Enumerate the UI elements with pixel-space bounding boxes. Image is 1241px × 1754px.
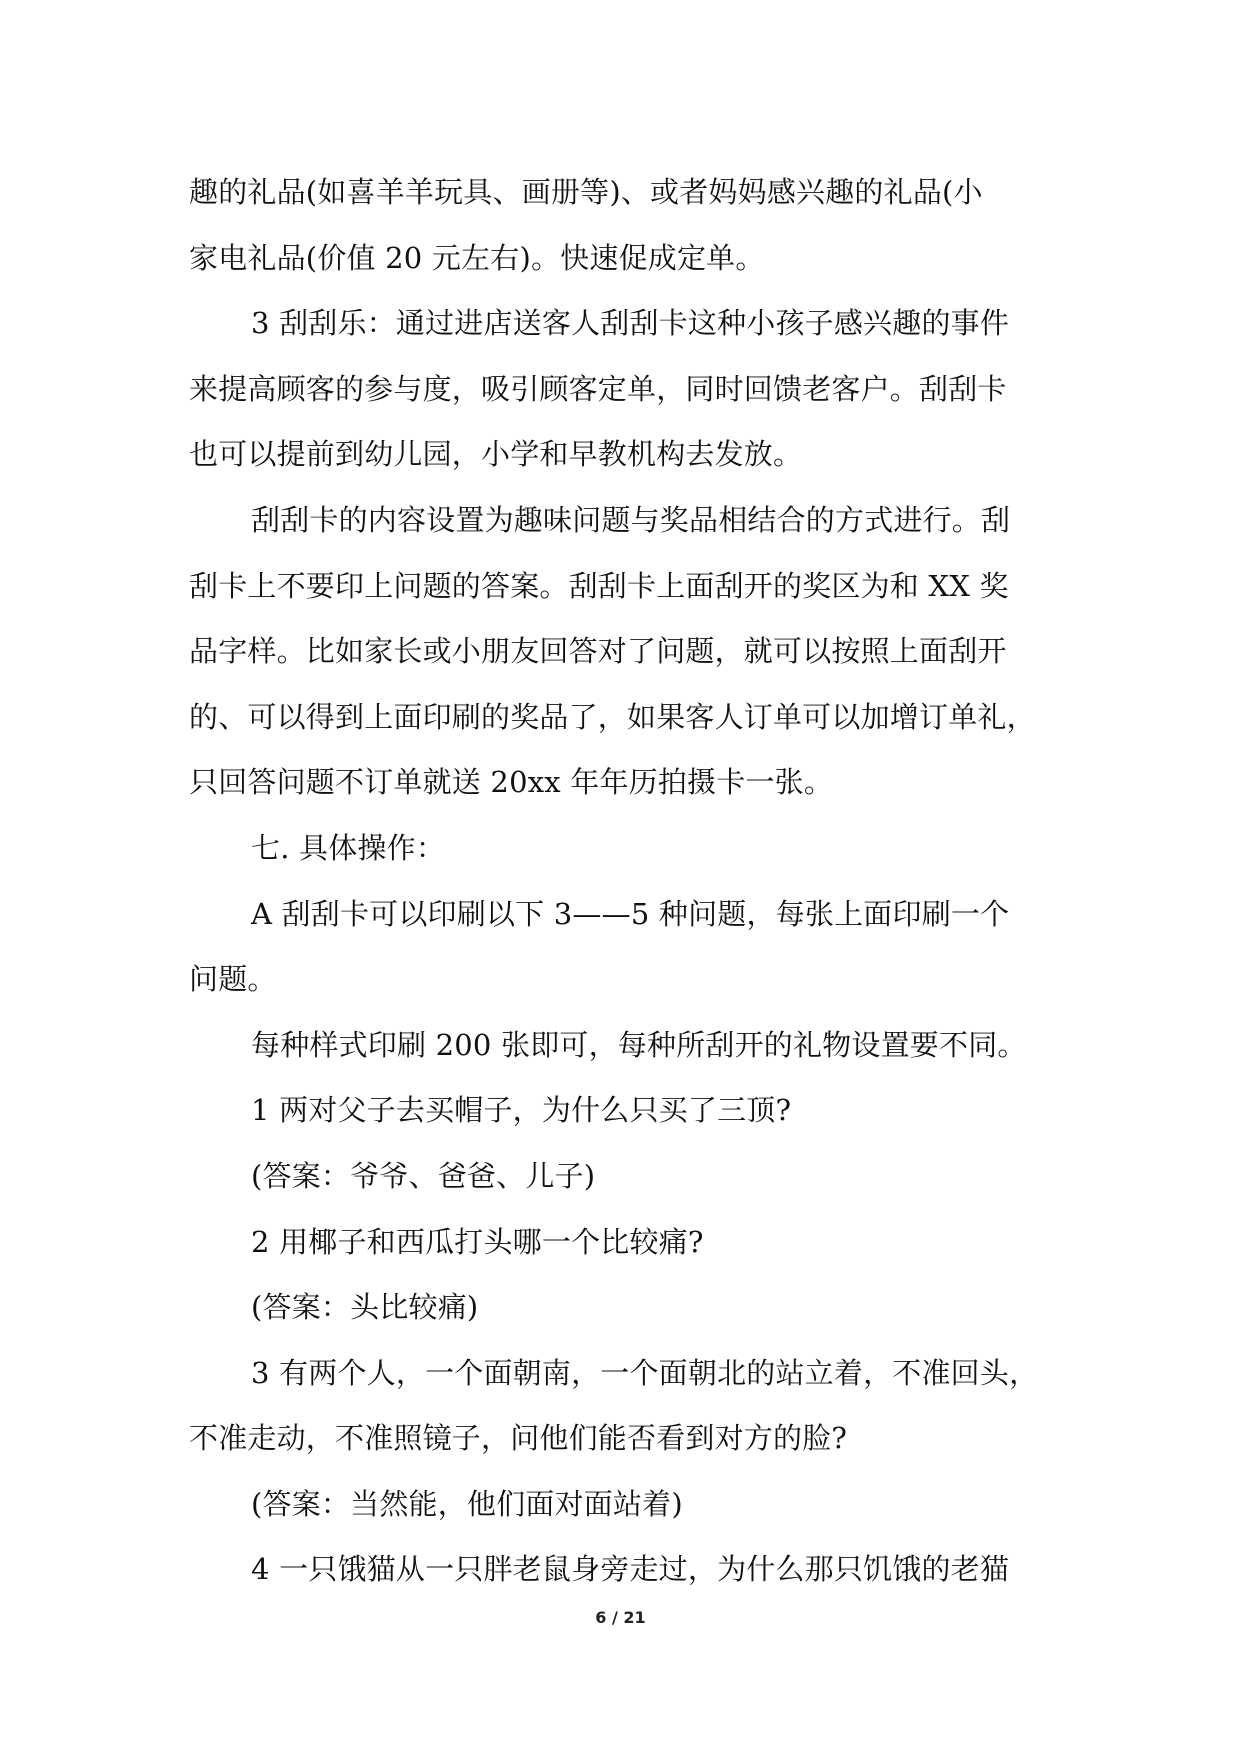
- text-line: 2 用椰子和西瓜打头哪一个比较痛?: [251, 1224, 704, 1259]
- text-line: 品字样。比如家长或小朋友回答对了问题，就可以按照上面刮开: [189, 634, 1007, 669]
- text-line: 只回答问题不订单就送 20xx 年年历拍摄卡一张。: [189, 765, 834, 800]
- text-line: 不准走动，不准照镜子，问他们能否看到对方的脸?: [189, 1421, 848, 1456]
- text-line: 问题。: [189, 962, 277, 997]
- document-body: [189, 160, 1069, 1603]
- text-line: 3 有两个人，一个面朝南，一个面朝北的站立着，不准回头，: [251, 1355, 1039, 1390]
- text-line: A 刮刮卡可以印刷以下 3——5 种问题，每张上面印刷一个: [251, 896, 1010, 931]
- text-line: 刮刮卡的内容设置为趣味问题与奖品相结合的方式进行。刮: [251, 502, 1011, 537]
- text-line: 趣的礼品(如喜羊羊玩具、画册等)、或者妈妈感兴趣的礼品(小: [189, 175, 983, 209]
- text-line: 来提高顾客的参与度，吸引顾客定单，同时回馈老客户。刮刮卡: [189, 371, 1007, 406]
- text-line: 刮卡上不要印上问题的答案。刮刮卡上面刮开的奖区为和 XX 奖: [189, 568, 1009, 603]
- text-line: 也可以提前到幼儿园，小学和早教机构去发放。: [189, 437, 803, 472]
- text-line: 1 两对父子去买帽子，为什么只买了三顶?: [251, 1093, 792, 1128]
- text-line: (答案：当然能，他们面对面站着): [251, 1486, 683, 1521]
- text-line: 的、可以得到上面印刷的奖品了，如果客人订单可以加增订单礼，: [189, 699, 1036, 734]
- text-line: 每种样式印刷 200 张即可，每种所刮开的礼物设置要不同。: [251, 1027, 1027, 1062]
- text-line: 家电礼品(价值 20 元左右)。快速促成定单。: [189, 240, 765, 275]
- page-number: 6 / 21: [595, 1608, 646, 1627]
- text-line: 七. 具体操作：: [251, 830, 446, 865]
- text-line: 3 刮刮乐：通过进店送客人刮刮卡这种小孩子感兴趣的事件: [251, 306, 1010, 341]
- text-line: 4 一只饿猫从一只胖老鼠身旁走过，为什么那只饥饿的老猫: [251, 1552, 1010, 1587]
- text-line: (答案：爷爷、爸爸、儿子): [251, 1158, 596, 1193]
- text-line: (答案：头比较痛): [251, 1290, 479, 1325]
